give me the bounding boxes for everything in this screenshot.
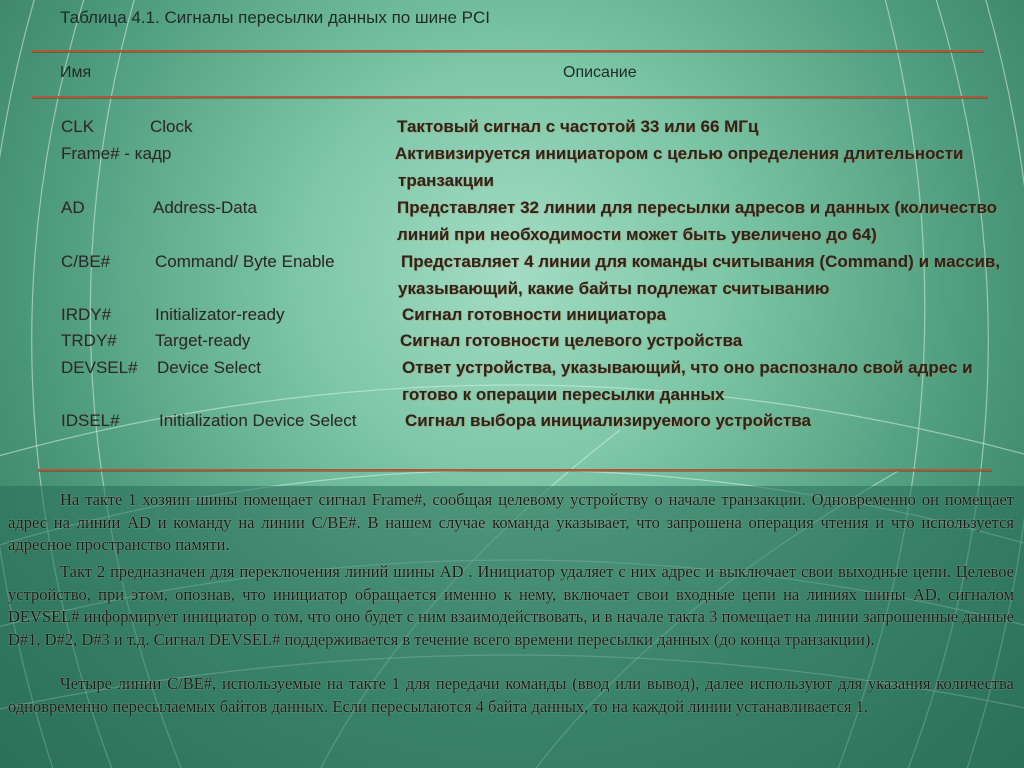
desc-line: Активизируется инициатором с целью определения длительности <box>395 144 964 163</box>
signal-name: CLK <box>61 117 95 136</box>
signal-full-name: Address-Data <box>153 198 257 217</box>
desc-line: указывающий, какие байты подлежат считыванию <box>398 279 830 298</box>
header-top-rule <box>32 50 984 52</box>
paragraph-clock-2: Такт 2 предназначен для переключения линий шины AD . Инициатор удаляет с них адрес и выключает свои выходные цепи. Целевое устройство, при этом, опознав, что инициатор обращается именно к нему, включает свои входные цепи на линиях шины AD, сигналом DEVSEL# информирует инициатор о том, что оно будет с ним взаимодействовать, и в начале такта 3 помещает на линии запрошенные данные D#1, D#2, D#3 и т.д. Сигнал DEVSEL# поддерживается в течение всего времени пересылки данных (до конца транзакции). <box>8 562 1014 649</box>
signal-description <box>395 140 995 194</box>
signal-full-name: Target-ready <box>155 331 251 350</box>
signal-description: Сигнал готовности целевого устройства <box>400 331 743 350</box>
signal-full-name: Initializator-ready <box>155 305 285 324</box>
desc-line: готово к операции пересылки данных <box>402 385 725 404</box>
signal-full-name: Clock <box>150 117 193 136</box>
signal-name: IDSEL# <box>61 411 120 430</box>
signal-name: DEVSEL# <box>61 358 138 377</box>
desc-line: Ответ устройства, указывающий, что оно распознало свой адрес и <box>402 358 973 377</box>
signal-description <box>402 354 1012 408</box>
desc-line: линий при необходимости может быть увеличено до 64) <box>397 225 877 244</box>
desc-line: Представляет 32 линии для пересылки адресов и данных (количество <box>397 198 998 217</box>
signal-name: IRDY# <box>61 305 112 324</box>
desc-line: транзакции <box>398 171 494 190</box>
signal-description: Сигнал готовности инициатора <box>402 305 667 324</box>
signal-description: Сигнал выбора инициализируемого устройства <box>405 411 811 430</box>
signal-description <box>397 194 1007 248</box>
signal-full-name: Device Select <box>157 358 261 377</box>
signal-name: Frame# - кадр <box>61 144 172 163</box>
signal-name: TRDY# <box>61 331 117 350</box>
paragraph-clock-1: На такте 1 хозяин шины помещает сигнал Frame#, сообщая целевому устройству о начале транзакции. Одновременно он помещает адрес на линии AD и команду на линии C/BE#. В нашем случае команда указывает, что запрошена операция чтения и что используется адресное пространство памяти. <box>8 490 1014 554</box>
signal-full-name: Command/ Byte Enable <box>155 252 335 271</box>
signal-full-name: Initialization Device Select <box>159 411 357 430</box>
column-header-name: Имя <box>60 64 92 81</box>
table-bottom-rule <box>38 469 992 471</box>
signal-name: C/BE# <box>61 252 111 271</box>
table-title: Таблица 4.1. Сигналы пересылки данных по шине PCI <box>60 8 491 27</box>
column-header-description: Описание <box>563 64 637 81</box>
signal-name: AD <box>61 198 85 217</box>
desc-line: Представляет 4 линии для команды считывания (Command) и массив, <box>401 252 1001 271</box>
signal-description: Тактовый сигнал с частотой 33 или 66 МГц <box>397 117 759 136</box>
paragraph-cbe-lines: Четыре линии C/BE#, используемые на такте 1 для передачи команды (ввод или вывод), далее используют для указания количества одновременно пересылаемых байтов данных. Если пересылаются 4 байта данных, то на каждой линии устанавливается 1. <box>8 674 1014 716</box>
signal-description <box>398 248 1008 302</box>
header-bottom-rule <box>32 96 988 98</box>
